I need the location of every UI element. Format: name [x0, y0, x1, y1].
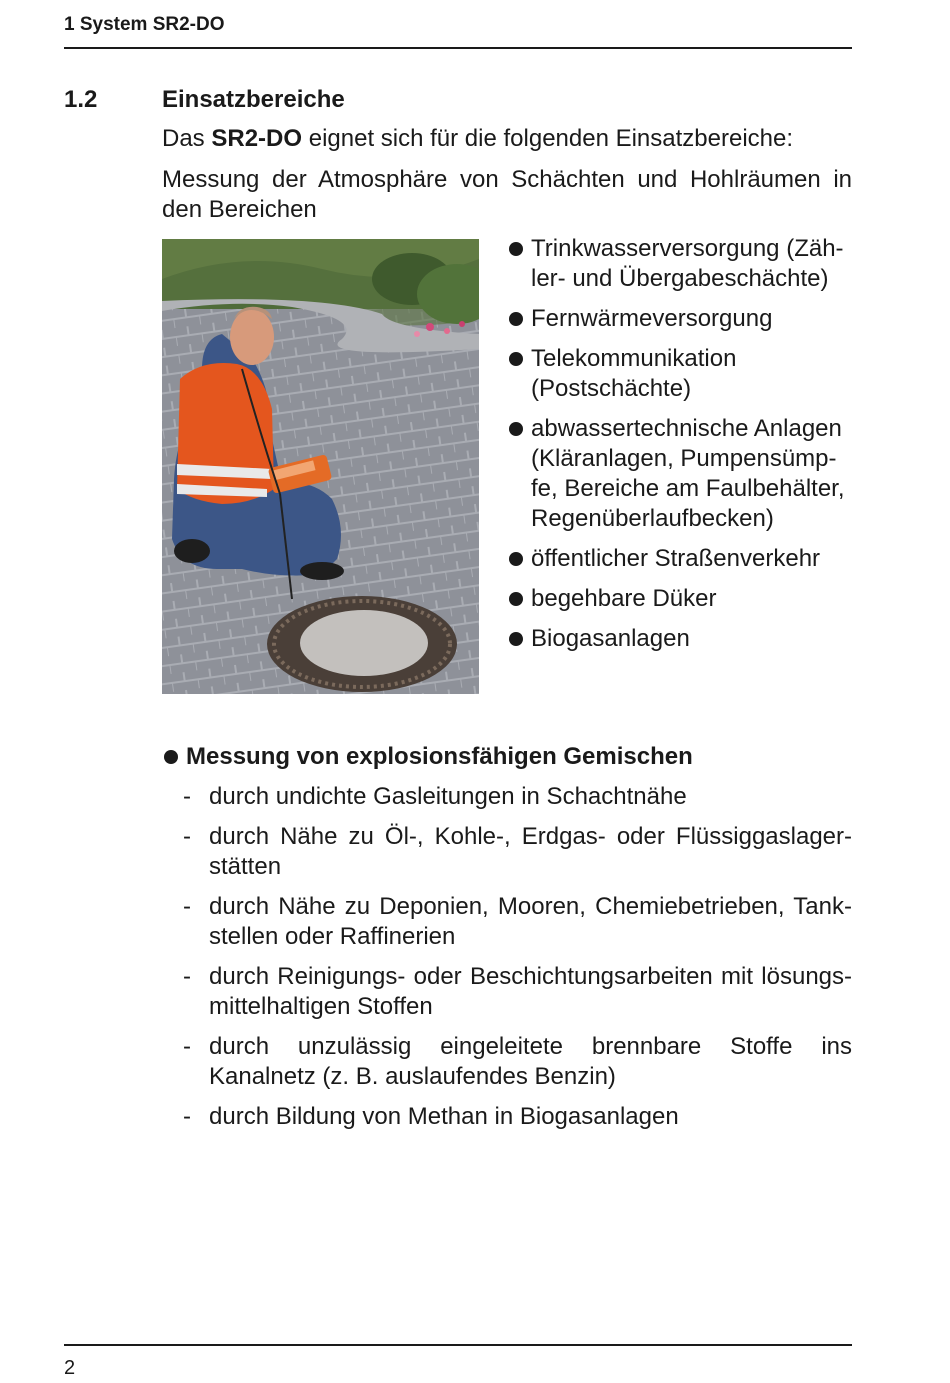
list-item-text: Telekommunikation (Postschächte)	[531, 345, 737, 402]
intro-suffix: eignet sich für die folgenden Einsatzbereiche:	[302, 125, 794, 152]
bullet-icon	[164, 750, 178, 764]
dash-marker: -	[183, 823, 191, 850]
running-header: 1 System SR2-DO	[64, 14, 225, 35]
heading-text: Messung von explosionsfähigen Gemischen	[186, 743, 693, 770]
list-item-text: öffentlicher Straßenverkehr	[531, 545, 821, 572]
bullet-icon	[509, 242, 523, 256]
bullet-icon	[509, 632, 523, 646]
list-item-text: Trinkwasserversorgung (Zäh-ler- und Übergabeschächte)	[531, 235, 844, 292]
list-item-text: Fernwärmeversorgung	[531, 305, 773, 332]
list-item	[508, 584, 854, 614]
dash-marker: -	[183, 963, 191, 990]
section-title: Einsatzbereiche	[162, 86, 345, 113]
list-item	[162, 782, 852, 812]
dash-marker: -	[183, 893, 191, 920]
list-item	[508, 414, 854, 534]
list-item	[162, 822, 852, 882]
list-item	[508, 304, 854, 334]
intro-paragraph	[162, 124, 852, 154]
list-item-text: durch Reinigungs- oder Beschichtungsarbeiten mit lösungs-mittelhaltigen Stoffen	[209, 963, 852, 1020]
section-number: 1.2	[64, 86, 98, 113]
bullet-icon	[509, 422, 523, 436]
bullet-icon	[509, 352, 523, 366]
list-item	[508, 344, 854, 404]
list-item-text: durch Nähe zu Öl-, Kohle-, Erdgas- oder Flüssiggaslager-stätten	[209, 823, 852, 880]
dash-marker: -	[183, 1103, 191, 1130]
list-item	[162, 892, 852, 952]
footer-rule	[64, 1344, 852, 1346]
list-item-text: durch Nähe zu Deponien, Mooren, Chemiebetrieben, Tank-stellen oder Raffinerien	[209, 893, 852, 950]
intro-prefix: Das	[162, 125, 212, 152]
list-item	[162, 962, 852, 1022]
bullet-icon	[509, 312, 523, 326]
bullet-icon	[509, 552, 523, 566]
list-item-text: durch Bildung von Methan in Biogasanlagen	[209, 1103, 679, 1130]
list-item-text: durch unzulässig eingeleitete brennbare Stoffe ins Kanalnetz (z. B. auslaufendes Benzin)	[209, 1033, 852, 1090]
bullet-icon	[509, 592, 523, 606]
list-item-text: Biogasanlagen	[531, 625, 690, 652]
list-item	[508, 544, 854, 574]
explosive-mixtures-heading	[162, 742, 852, 772]
application-area-list	[508, 234, 854, 664]
list-item-text: abwassertechnische Anlagen (Kläranlagen, Pumpensümp-fe, Bereiche am Faulbehälter, Regenüberlaufbecken)	[531, 415, 845, 532]
header-rule	[64, 47, 852, 49]
field-measurement-photo	[162, 239, 479, 694]
list-item-text: durch undichte Gasleitungen in Schachtnähe	[209, 783, 687, 810]
product-name: SR2-DO	[211, 125, 303, 152]
lead-paragraph: Messung der Atmosphäre von Schächten und Hohlräumen in den Bereichen	[162, 166, 852, 223]
list-item	[508, 624, 854, 654]
list-item	[508, 234, 854, 294]
list-item	[162, 1102, 852, 1132]
list-item	[162, 1032, 852, 1092]
page-number: 2	[64, 1357, 76, 1379]
dash-marker: -	[183, 1033, 191, 1060]
explosive-mixtures-section	[162, 742, 852, 1142]
list-item-text: begehbare Düker	[531, 585, 717, 612]
dash-marker: -	[183, 783, 191, 810]
explosive-causes-list	[162, 782, 852, 1132]
